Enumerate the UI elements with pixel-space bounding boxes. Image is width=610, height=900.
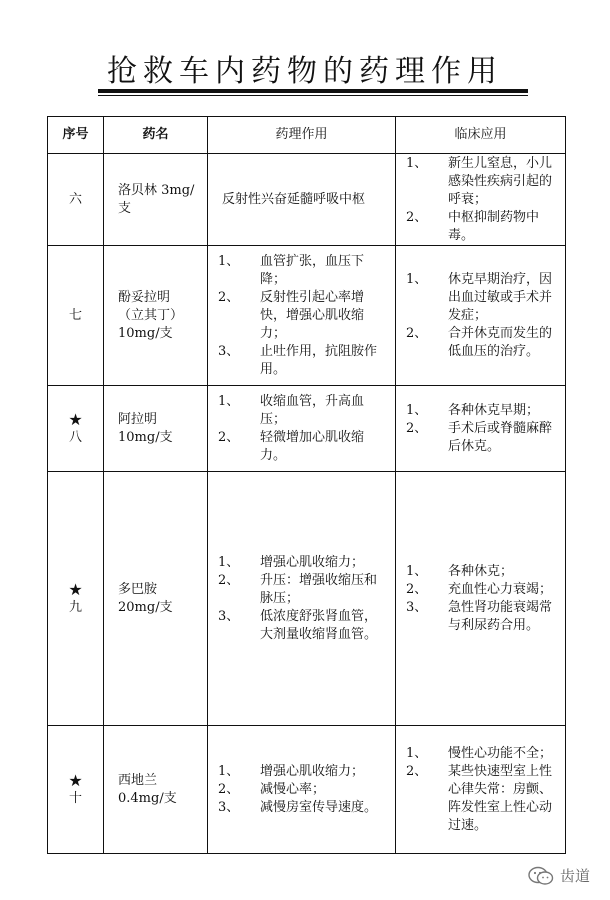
item-text: 各种休克早期； (448, 402, 540, 418)
pharmacology-text: 反射性兴奋延髓呼吸中枢 (222, 191, 366, 207)
item-text: 反射性引起心率增快，增强心肌收缩力； (260, 289, 365, 341)
cell-no (48, 726, 104, 854)
drug-name-line: 多巴胺 (118, 581, 158, 597)
drug-name-line: 洛贝林 3mg/ (118, 182, 195, 198)
table-row (48, 386, 566, 472)
row-number: 十 (68, 790, 82, 806)
item-text: 充血性心力衰竭； (448, 581, 553, 597)
item-text: 各种休克； (448, 563, 514, 579)
list-item (406, 581, 555, 599)
drug-name-line: 酚妥拉明 (118, 289, 171, 305)
item-text: 手术后或脊髓麻醉后休克。 (448, 420, 553, 454)
list-item (218, 554, 385, 572)
watermark-text: 齿道 (559, 867, 590, 885)
cell-drug-name (104, 246, 208, 386)
item-text: 增强心肌收缩力； (260, 763, 365, 779)
item-number: 1、 (218, 763, 240, 779)
item-text: 休克早期治疗，因出血过敏或手术并发症； (448, 271, 553, 323)
list-item (406, 420, 555, 456)
list-item (406, 209, 555, 245)
item-number: 2、 (406, 581, 428, 597)
drug-name-line: （立其丁） (118, 307, 184, 323)
item-text: 止吐作用，抗阻胺作用。 (260, 343, 378, 377)
item-text: 收缩血管，升高血压； (260, 393, 365, 427)
item-number: 1、 (406, 155, 428, 171)
cell-no (48, 246, 104, 386)
list-item (218, 289, 385, 343)
list-item (218, 429, 385, 465)
item-number: 1、 (406, 563, 428, 579)
drug-name-line: 10mg/支 (118, 429, 173, 445)
watermark (528, 865, 590, 886)
header-name: 药名 (104, 117, 208, 154)
item-number: 2、 (218, 572, 240, 588)
table-row (48, 472, 566, 726)
cell-clinical-use (396, 726, 566, 854)
cell-drug-name (104, 726, 208, 854)
table-body (48, 154, 566, 854)
wechat-icon (528, 866, 554, 886)
item-text: 血管扩张，血压下降； (260, 253, 365, 287)
row-number: 六 (68, 191, 82, 207)
list-item (406, 325, 555, 361)
cell-no (48, 154, 104, 246)
item-text: 升压：增强收缩压和脉压； (260, 572, 378, 606)
cell-pharmacology (208, 246, 396, 386)
item-number: 1、 (218, 253, 240, 269)
header-pharm: 药理作用 (208, 117, 396, 154)
cell-pharmacology (208, 386, 396, 472)
header-no: 序号 (48, 117, 104, 154)
item-number: 2、 (218, 429, 240, 445)
drug-name-line: 支 (118, 200, 132, 216)
list-item (218, 393, 385, 429)
item-text: 急性肾功能衰竭常与利尿药合用。 (448, 599, 553, 633)
item-text: 低浓度舒张肾血管，大剂量收缩肾血管。 (260, 608, 378, 642)
table-header-row (48, 117, 566, 154)
list-item (218, 572, 385, 608)
cell-clinical-use (396, 386, 566, 472)
list-item (218, 781, 385, 799)
cell-drug-name (104, 472, 208, 726)
row-number: 八 (68, 429, 82, 445)
cell-pharmacology (208, 726, 396, 854)
item-text: 新生儿窒息，小儿感染性疾病引起的呼衰； (448, 155, 553, 207)
item-number: 2、 (218, 289, 240, 305)
item-number: 2、 (406, 209, 428, 225)
drug-name-line: 20mg/支 (118, 599, 173, 615)
row-number: 七 (68, 307, 82, 323)
item-text: 合并休克而发生的低血压的治疗。 (448, 325, 553, 359)
item-number: 1、 (218, 393, 240, 409)
item-text: 慢性心功能不全； (448, 745, 553, 761)
list-item (218, 253, 385, 289)
drug-name-line: 西地兰 (118, 772, 158, 788)
row-number: 九 (68, 599, 82, 615)
item-text: 轻微增加心肌收缩力。 (260, 429, 365, 463)
cell-no (48, 386, 104, 472)
item-number: 1、 (218, 554, 240, 570)
list-item (406, 402, 555, 420)
star-icon: ★ (68, 770, 83, 790)
item-number: 2、 (218, 781, 240, 797)
item-text: 某些快速型室上性心律失常：房颤、阵发性室上性心动过速。 (448, 763, 553, 833)
header-clinic: 临床应用 (396, 117, 566, 154)
list-item (218, 608, 385, 644)
drug-name-line: 阿拉明 (118, 411, 158, 427)
drug-name-line: 10mg/支 (118, 325, 173, 341)
cell-no (48, 472, 104, 726)
star-icon: ★ (68, 579, 83, 599)
table-row (48, 246, 566, 386)
table-row (48, 726, 566, 854)
item-text: 减慢房室传导速度。 (260, 799, 378, 815)
cell-clinical-use (396, 472, 566, 726)
item-number: 3、 (218, 799, 240, 815)
list-item (406, 763, 555, 835)
list-item (406, 155, 555, 209)
item-number: 3、 (406, 599, 428, 615)
item-text: 中枢抑制药物中毒。 (448, 209, 540, 243)
list-item (218, 343, 385, 379)
list-item (218, 763, 385, 781)
item-number: 3、 (218, 608, 240, 624)
cell-pharmacology (208, 472, 396, 726)
item-number: 1、 (406, 745, 428, 761)
item-number: 1、 (406, 402, 428, 418)
cell-clinical-use (396, 246, 566, 386)
star-icon: ★ (68, 409, 83, 429)
list-item (218, 799, 385, 817)
cell-clinical-use (396, 154, 566, 246)
item-number: 2、 (406, 763, 428, 779)
drug-name-line: 0.4mg/支 (118, 790, 177, 806)
table-row (48, 154, 566, 246)
page-title: 抢救车内药物的药理作用 (107, 54, 503, 89)
cell-drug-name (104, 154, 208, 246)
item-number: 2、 (406, 325, 428, 341)
item-number: 3、 (218, 343, 240, 359)
cell-drug-name (104, 386, 208, 472)
cell-pharmacology (208, 154, 396, 246)
list-item (406, 599, 555, 635)
item-number: 2、 (406, 420, 428, 436)
title-underline-thick (98, 89, 528, 93)
drug-table (47, 116, 566, 854)
list-item (406, 271, 555, 325)
title-underline-thin (98, 95, 528, 96)
item-text: 增强心肌收缩力； (260, 554, 365, 570)
item-text: 减慢心率； (260, 781, 326, 797)
item-number: 1、 (406, 271, 428, 287)
list-item (406, 563, 555, 581)
list-item (406, 745, 555, 763)
